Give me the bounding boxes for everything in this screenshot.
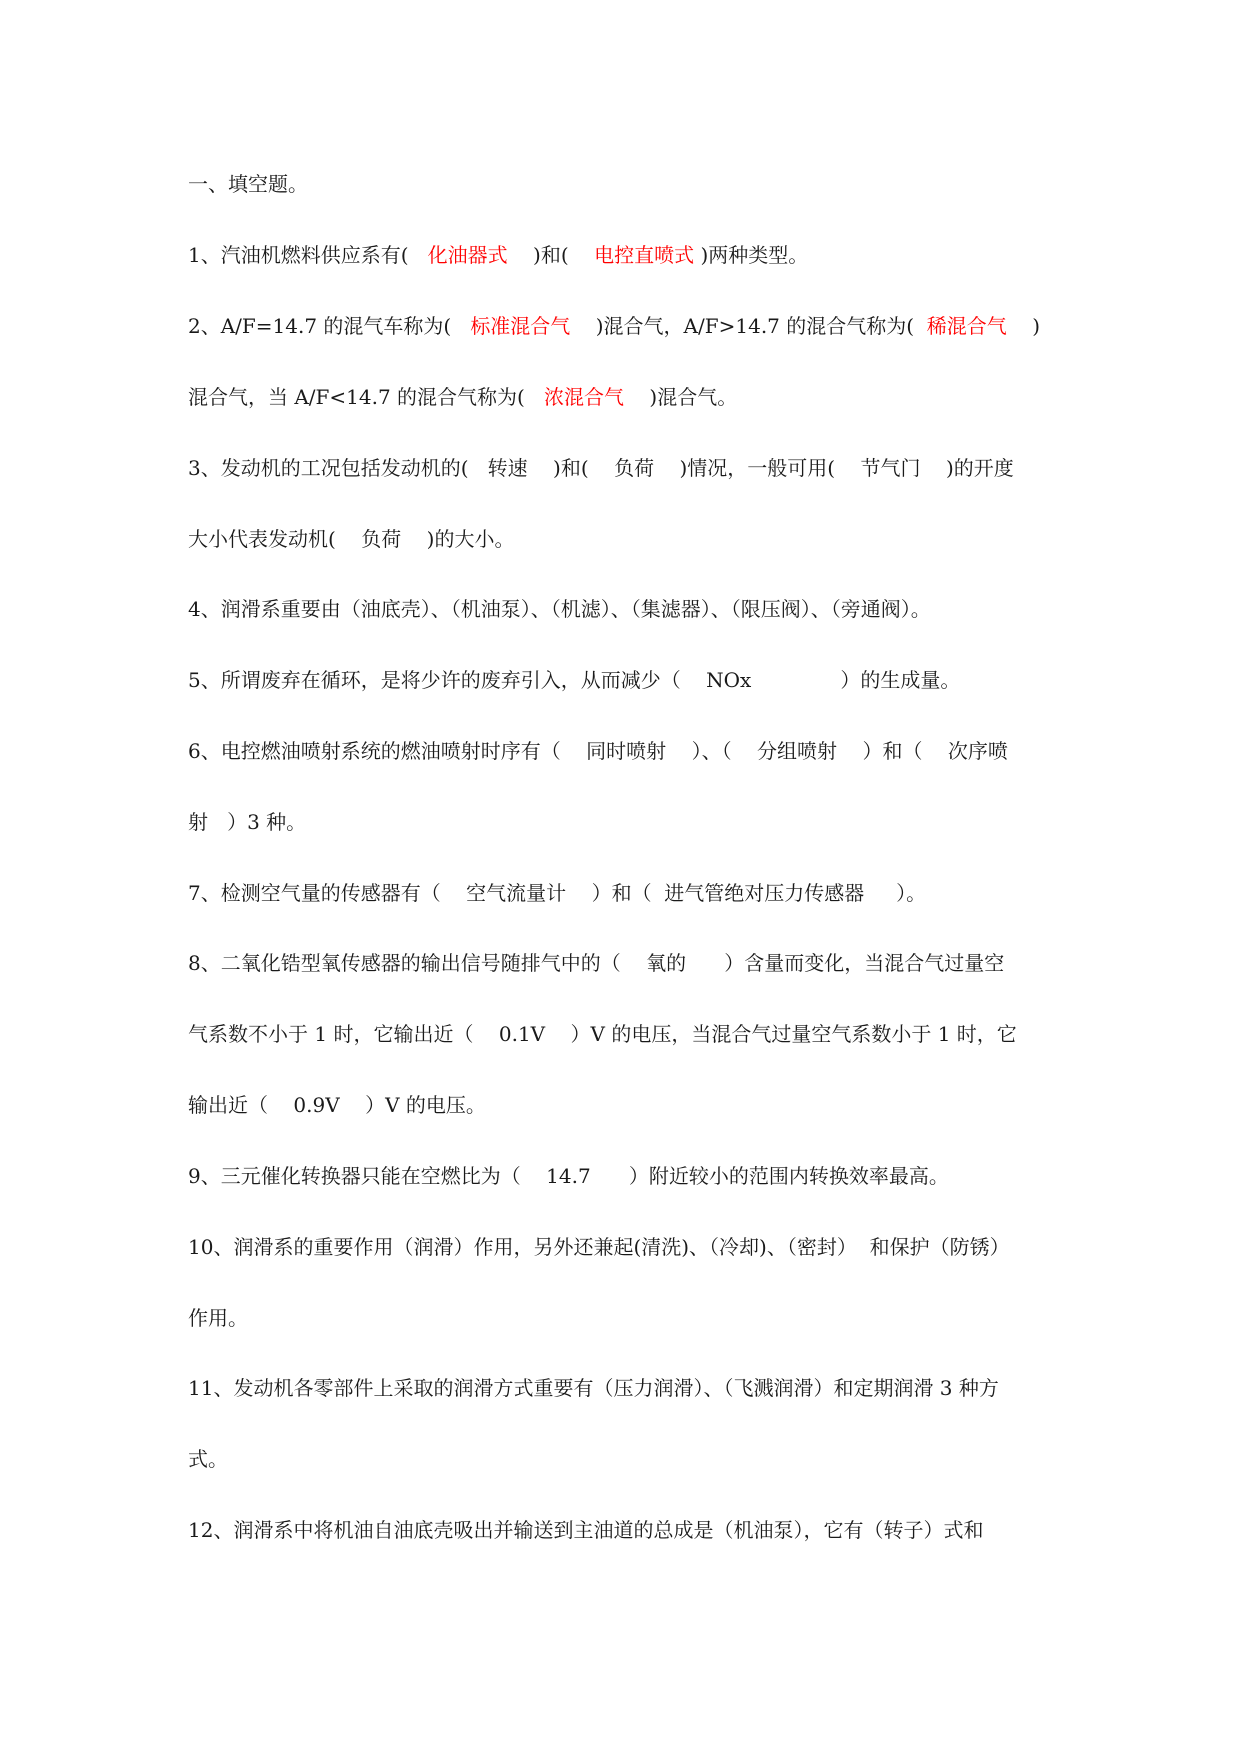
question-6-line-1: 6、电控燃油喷射系统的燃油喷射时序有（ 同时喷射 ）、（ 分组喷射 ）和（ 次序喷 [188,739,1008,763]
question-10-line-1: 10、润滑系的重要作用（润滑）作用，另外还兼起(清洗)、（冷却)、（密封） 和保护（防锈） [188,1235,1010,1259]
q1-text-c: )和( [533,243,569,267]
question-8-line-3: 输出近（ 0.9V ）V 的电压。 [188,1093,486,1117]
q2-text-e: ) [1032,314,1041,338]
question-1 [188,243,808,267]
section-heading: 一、填空题。 [188,172,308,196]
question-5: 5、所谓废弃在循环，是将少许的废弃引入，从而减少（ NOx ）的生成量。 [188,668,961,692]
q2-answer-1: 标准混合气 [470,314,571,338]
question-10-line-2: 作用。 [188,1306,248,1330]
question-11-line-1: 11、发动机各零部件上采取的润滑方式重要有（压力润滑）、（飞溅润滑）和定期润滑 3 种方 [188,1376,999,1400]
question-11-line-2: 式。 [188,1447,228,1471]
question-8-line-1: 8、二氧化锆型氧传感器的输出信号随排气中的（ 氧的 ）含量而变化，当混合气过量空 [188,951,1005,975]
question-4: 4、润滑系重要由（油底壳）、（机油泵）、（机滤）、（集滤器）、（限压阀）、（旁通阀）。 [188,597,931,621]
question-8-line-2: 气系数不小于 1 时，它输出近（ 0.1V ）V 的电压，当混合气过量空气系数小于 1 时，它 [188,1022,1017,1046]
question-6-line-2: 射 ）3 种。 [188,810,307,834]
question-3-line-1: 3、发动机的工况包括发动机的( 转速 )和( 负荷 )情况，一般可用( 节气门 )的开度 [188,456,1014,480]
q2-text-a: 2、A/F=14.7 的混气车称为( [188,314,452,338]
question-2-line-2 [188,385,737,409]
q1-answer-1: 化油器式 [427,243,508,267]
q2-answer-2: 稀混合气 [926,314,1007,338]
q1-text-a: 1、汽油机燃料供应系有( [188,243,409,267]
q2-text-h: )混合气。 [649,385,738,409]
q1-text-e: )两种类型。 [700,243,809,267]
q1-answer-2: 电控直喷式 [594,243,695,267]
q2-answer-3: 浓混合气 [543,385,624,409]
q2-text-c: )混合气，A/F>14.7 的混合气称为( [595,314,915,338]
question-3-line-2: 大小代表发动机( 负荷 )的大小。 [188,527,515,551]
question-7: 7、检测空气量的传感器有（ 空气流量计 ）和（ 进气管绝对压力传感器 ）。 [188,881,927,905]
q2-text-f: 混合气，当 A/F<14.7 的混合气称为( [188,385,525,409]
question-12-line-1: 12、润滑系中将机油自油底壳吸出并输送到主油道的总成是（机油泵），它有（转子）式和 [188,1518,984,1542]
question-2-line-1 [188,314,1040,338]
question-9: 9、三元催化转换器只能在空燃比为（ 14.7 ）附近较小的范围内转换效率最高。 [188,1164,949,1188]
